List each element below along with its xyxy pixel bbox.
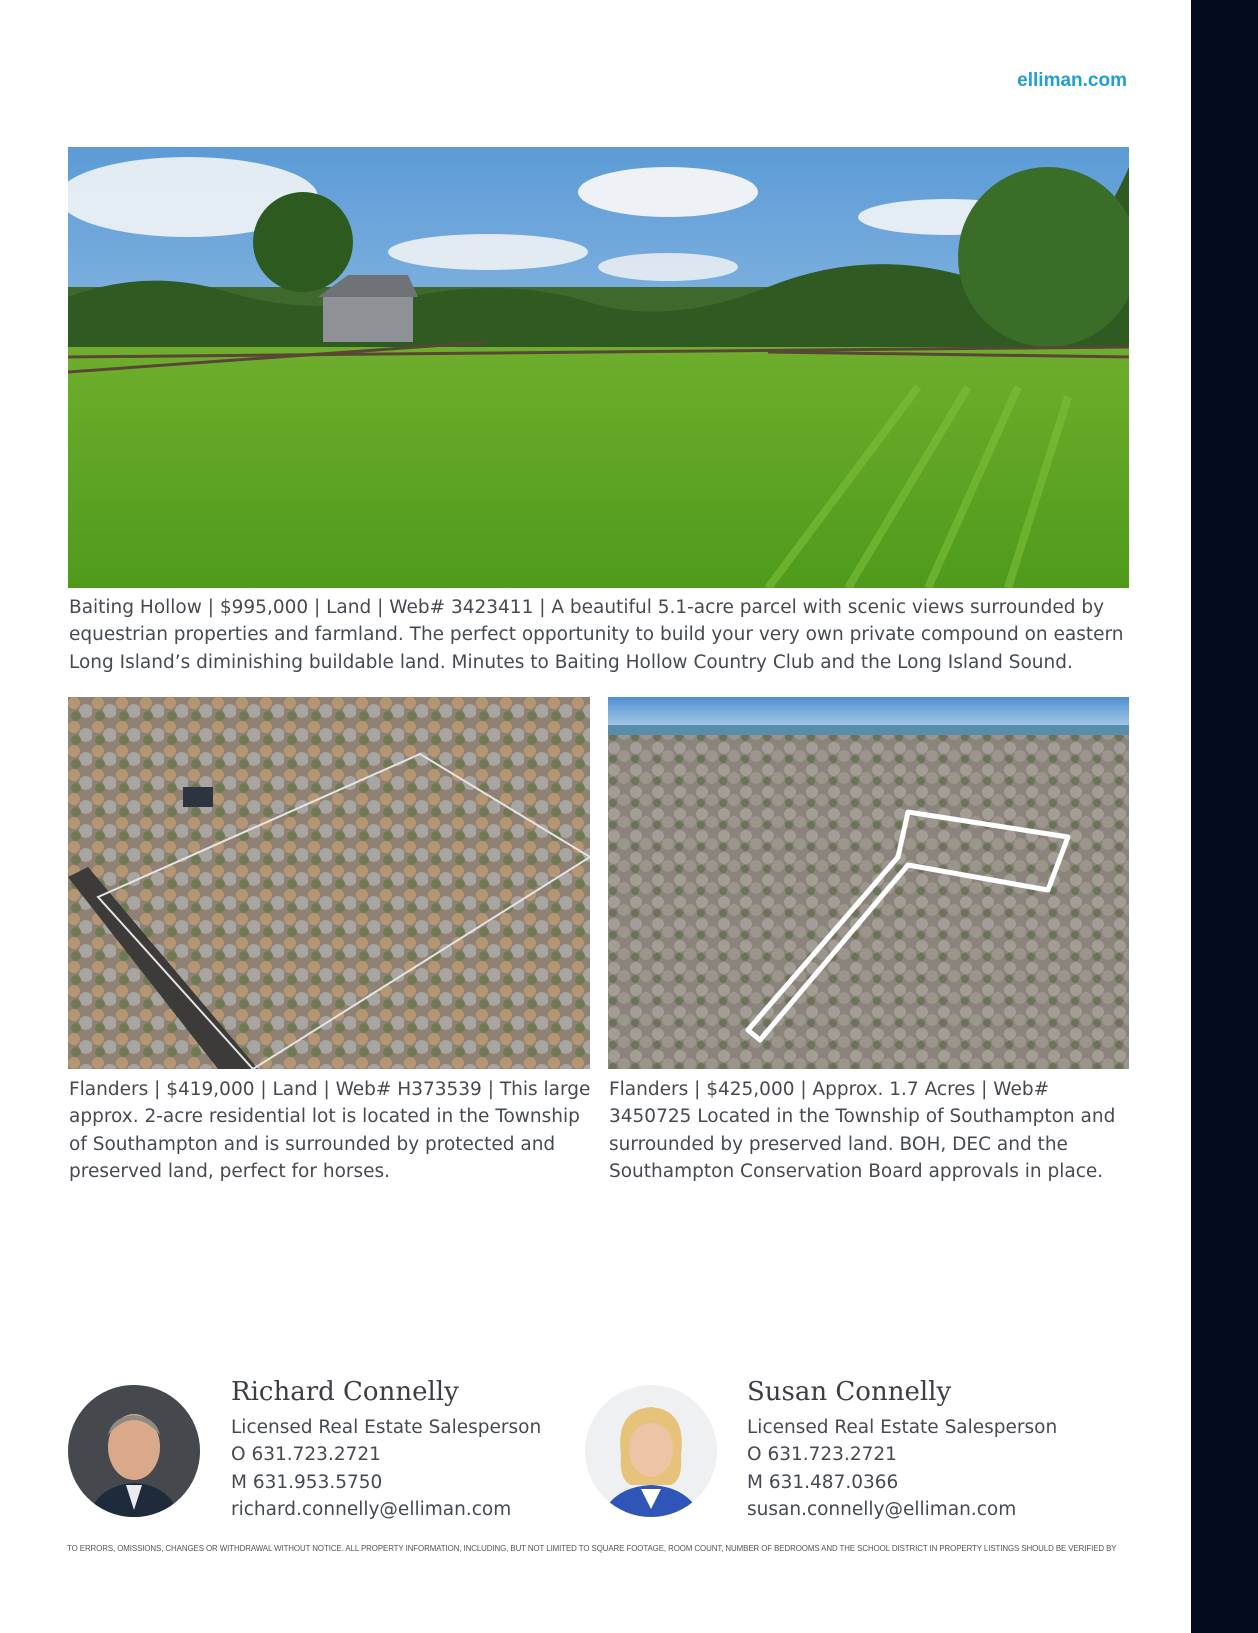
listing-caption-flanders-3450725: Flanders | $425,000 | Approx. 1.7 Acres | Web# 3450725 Located in the Township of Southampton and surrounded by preserved land. BOH, DEC and the Southampton Conservation Board approvals in place. bbox=[609, 1079, 1116, 1182]
agent-mobile-phone[interactable]: M 631.953.5750 bbox=[231, 1471, 383, 1493]
listing-photo-baiting-hollow bbox=[68, 147, 1129, 588]
agent-office-phone[interactable]: O 631.723.2721 bbox=[747, 1444, 897, 1466]
agent-title: Licensed Real Estate Salesperson bbox=[747, 1417, 1058, 1438]
agent-name: Susan Connelly bbox=[747, 1377, 952, 1407]
listing-photo-flanders-3450725 bbox=[608, 697, 1129, 1069]
agent-card-susan bbox=[747, 1376, 1057, 1523]
agent-name: Richard Connelly bbox=[231, 1377, 459, 1407]
agent-card-richard bbox=[231, 1376, 541, 1523]
listing-photo-flanders-h373539 bbox=[68, 697, 590, 1069]
agent-avatar-susan bbox=[585, 1385, 717, 1517]
agent-office-phone[interactable]: O 631.723.2721 bbox=[231, 1444, 381, 1466]
listing-caption-baiting-hollow: Baiting Hollow | $995,000 | Land | Web# 3423411 | A beautiful 5.1-acre parcel with scenic views surrounded by equestrian properties and farmland. The perfect opportunity to build your very own private compound on eastern Long Island’s diminishing buildable land. Minutes to Baiting Hollow Country Club and the Long Island Sound. bbox=[69, 597, 1124, 673]
agent-avatar-richard bbox=[68, 1385, 200, 1517]
agent-title: Licensed Real Estate Salesperson bbox=[231, 1417, 542, 1438]
agent-mobile-phone[interactable]: M 631.487.0366 bbox=[747, 1471, 899, 1493]
legal-disclaimer: TO ERRORS, OMISSIONS, CHANGES OR WITHDRAWAL WITHOUT NOTICE. ALL PROPERTY INFORMATION, INCLUDING, BUT NOT LIMITED TO SQUARE FOOTAGE, ROOM COUNT, NUMBER OF BEDROOMS AND THE SCHOOL DISTRICT IN PROPERTY LISTINGS SHOULD BE VERIFIED BY bbox=[67, 1543, 1117, 1553]
site-link[interactable]: elliman.com bbox=[1017, 70, 1127, 91]
listing-caption-flanders-h373539: Flanders | $419,000 | Land | Web# H373539 | This large approx. 2-acre residential lot is located in the Township of Southampton and is surrounded by protected and preserved land, perfect for horses. bbox=[69, 1079, 591, 1182]
side-bar bbox=[1191, 0, 1258, 1633]
agent-email[interactable]: susan.connelly@elliman.com bbox=[747, 1498, 1017, 1520]
agent-email[interactable]: richard.connelly@elliman.com bbox=[231, 1498, 512, 1520]
